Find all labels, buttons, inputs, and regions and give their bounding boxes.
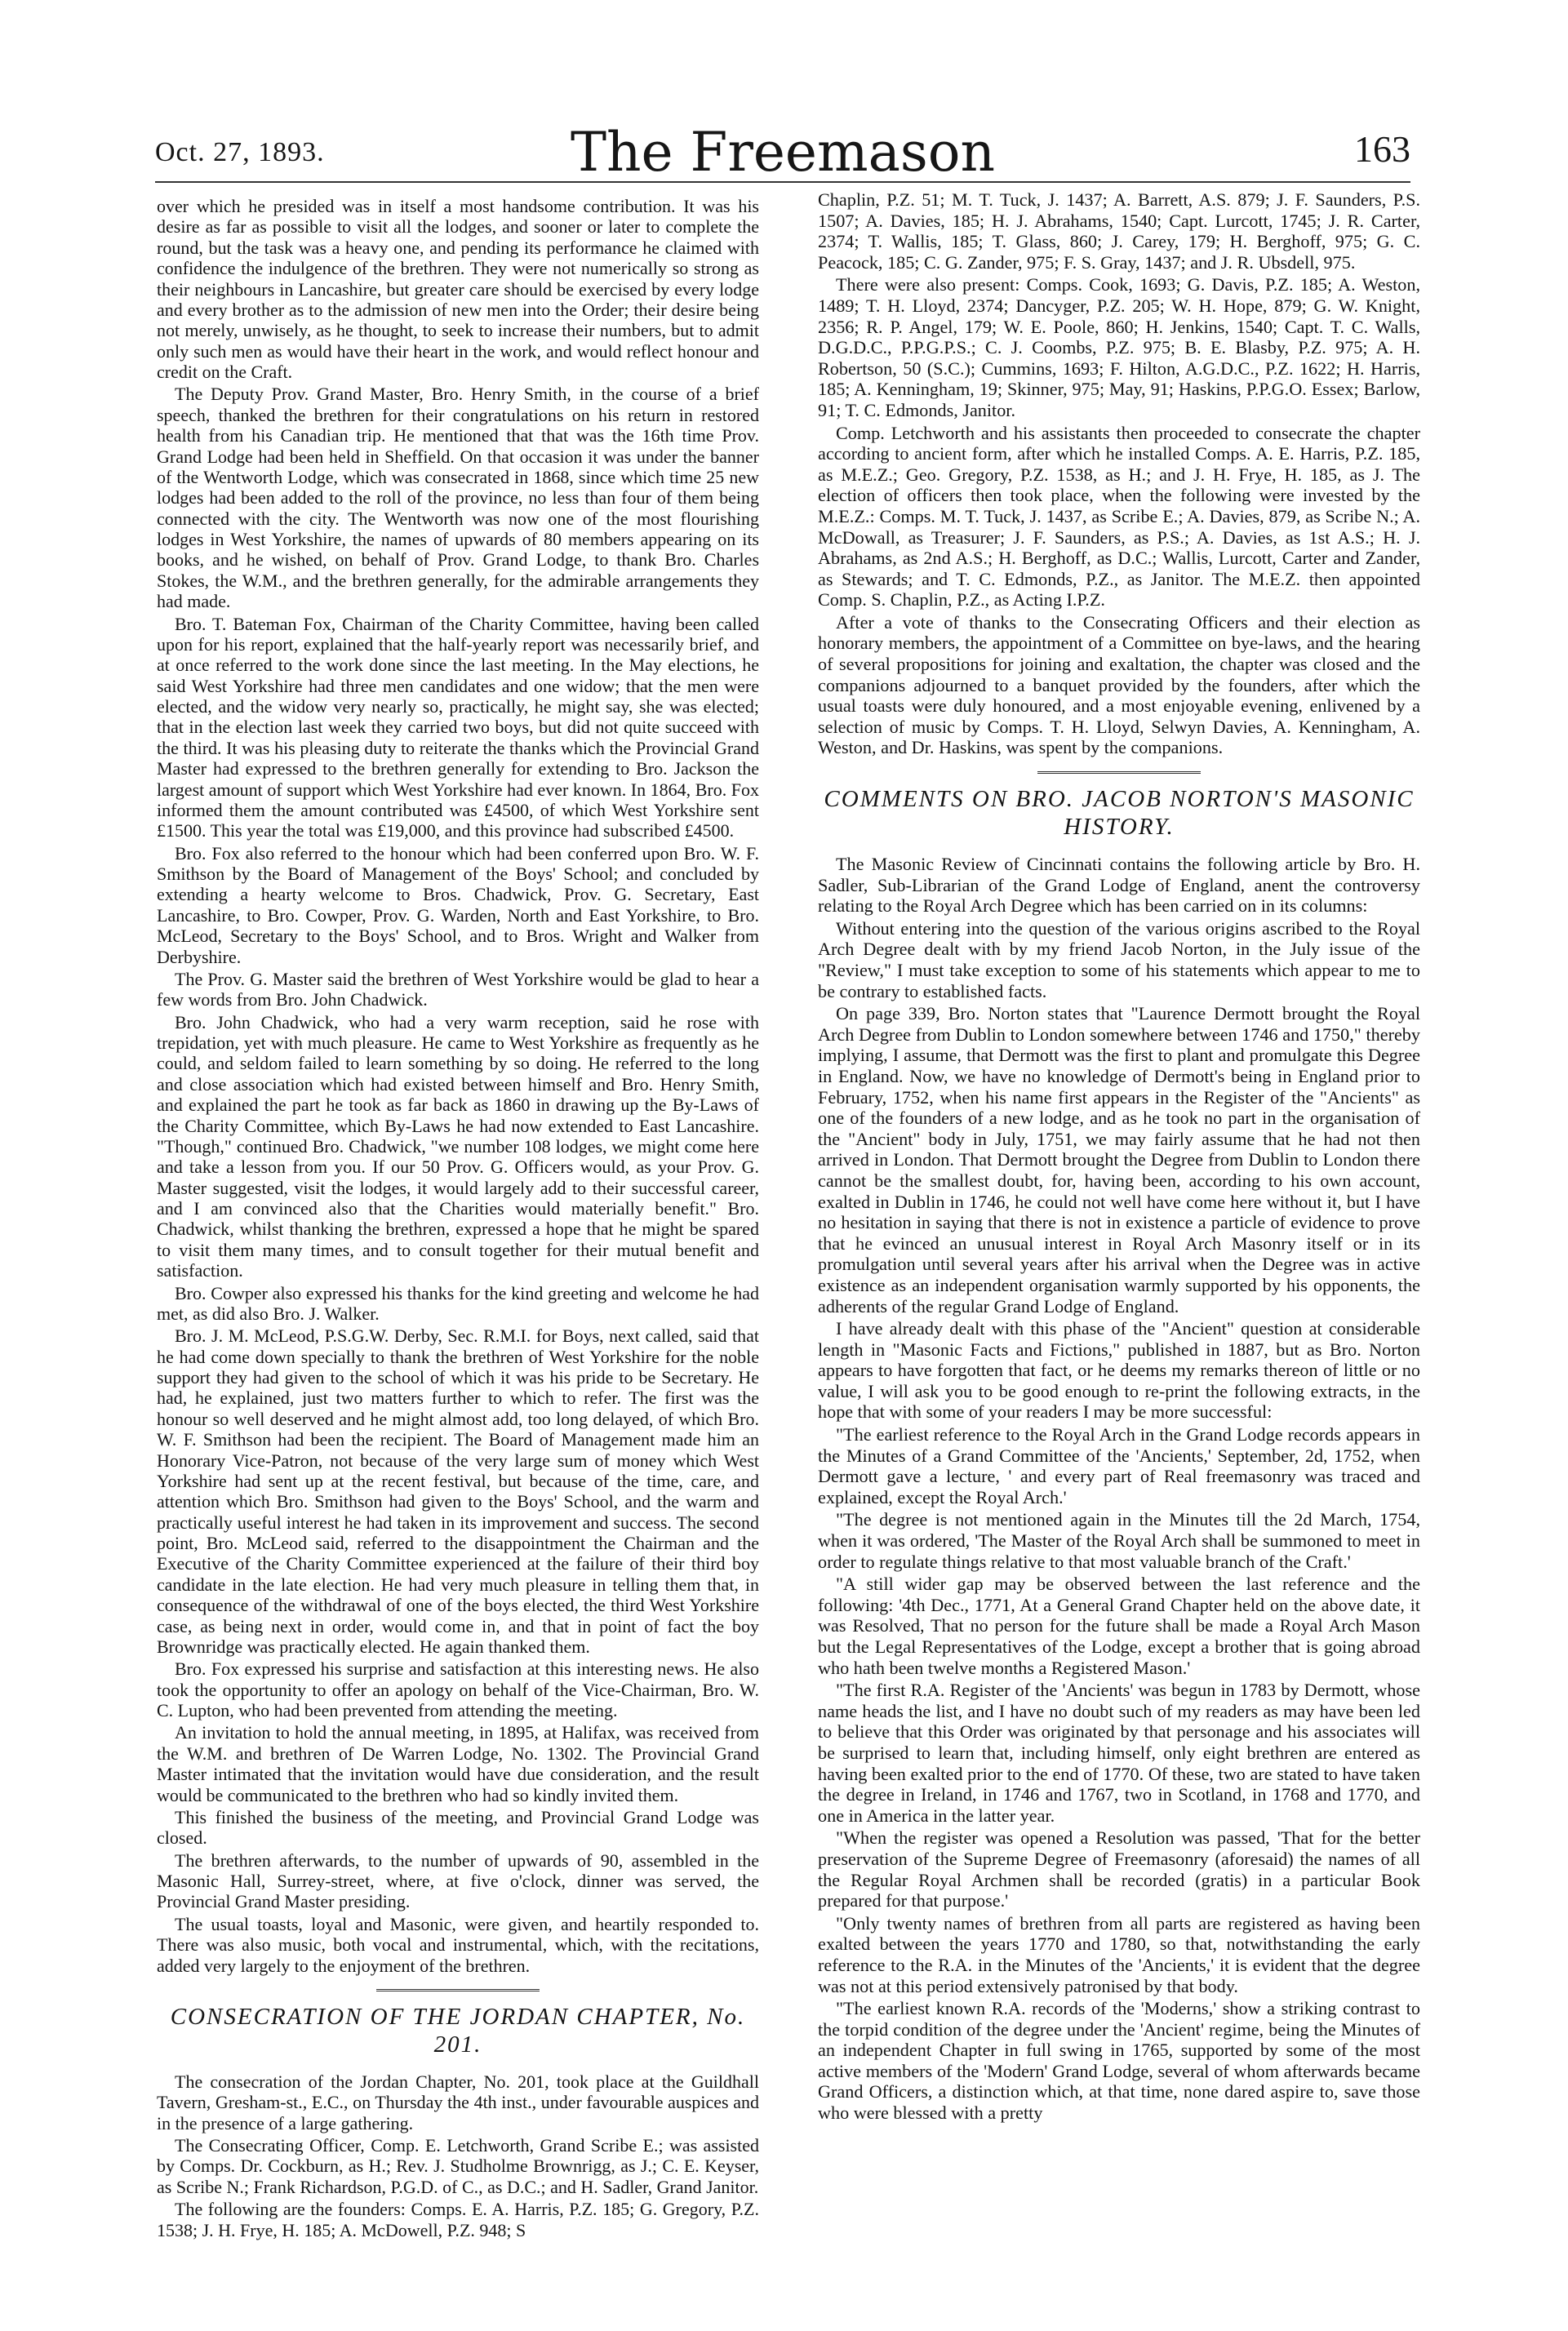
paragraph: Bro. T. Bateman Fox, Chairman of the Charity Committee, having been called upon for his report, explained that the half-yearly report was necessarily brief, and at once referred to the work done since the last meeting. In the May elections, he said West Yorkshire had three men candidates and one widow; that the men were elected, and the widow very nearly so, practically, he might say, she was elected; that in the election last week they carried two boys, but did not quite succeed with the third. It was his pleasing duty to reiterate the thanks which the Provincial Grand Master had expressed to the brethren generally for extending to Bro. Jackson the largest amount of support which West Yorkshire had ever known. In 1864, Bro. Fox informed them the amount contributed was £4500, of which West Yorkshire sent £1500. This year the total was £19,000, and this province had subscribed £4500. <box>157 613 759 841</box>
paragraph: Bro. John Chadwick, who had a very warm reception, said he rose with trepidation, yet with much pleasure. He came to West Yorkshire as frequently as he could, and seldom failed to learn something by so doing. He referred to the long and close association which had existed between himself and Bro. Henry Smith, and explained the part he took as far back as 1860 in drawing up the By-Laws of the Charity Committee, which By-Laws he had now extended to East Lancashire. "Though," continued Bro. Chadwick, "we number 108 lodges, we might come here and take a lesson from you. If our 50 Prov. G. Officers would, as your Prov. G. Master suggested, visit the lodges, it would largely add to their successful career, and I am convinced also that the Charities would materially benefit." Bro. Chadwick, whilst thanking the brethren, expressed a hope that he might be spared to visit them many times, and to consult together for their mutual benefit and satisfaction. <box>157 1011 759 1281</box>
paragraph: Chaplin, P.Z. 51; M. T. Tuck, J. 1437; A. Barrett, A.S. 879; J. F. Saunders, P.S. 1507; A. Davies, 185; H. J. Abrahams, 1540; Capt. Lurcott, 1745; J. R. Carter, 2374; T. Wallis, 185; T. Glass, 860; J. Carey, 179; H. Berghoff, 975; G. C. Peacock, 185; C. G. Zander, 975; F. S. Gray, 1437; and J. R. Ubsdell, 975. <box>818 189 1420 273</box>
quoted-paragraph: "When the register was opened a Resolution was passed, 'That for the better preservation of the Supreme Degree of Freemasonry (aforesaid) the names of all the Regular Royal Archmen shall be recorded (gratis) in a particular Book prepared for that purpose.' <box>818 1827 1420 1911</box>
paragraph: The usual toasts, loyal and Masonic, were given, and heartily responded to. There was also music, both vocal and instrumental, which, with the recitations, added very largely to the enjoyment of the brethren. <box>157 1913 759 1976</box>
paragraph: Comp. Letchworth and his assistants then proceeded to consecrate the chapter according to ancient form, after which he installed Comps. A. E. Harris, P.Z. 185, as M.E.Z.; Geo. Gregory, P.Z. 1538, as H.; and J. H. Frye, H. 185, as J. The election of officers then took place, when the following were invested by the M.E.Z.: Comps. M. T. Tuck, J. 1437, as Scribe E.; A. Davies, 879, as Scribe N.; A. McDowall, as Treasurer; J. F. Saunders, as P.S.; A. Davies, as 1st A.S.; H. J. Abrahams, as 2nd A.S.; H. Berghoff, as D.C.; Wallis, Lurcott, Carter and Zander, as Stewards; and T. C. Edmonds, P.Z., as Janitor. The M.E.Z. then appointed Comp. S. Chaplin, P.Z., as Acting I.P.Z. <box>818 422 1420 610</box>
paragraph: The following are the founders: Comps. E. A. Harris, P.Z. 185; G. Gregory, P.Z. 1538; J. H. Frye, H. 185; A. McDowell, P.Z. 948; S <box>157 2199 759 2240</box>
paragraph: The Masonic Review of Cincinnati contains the following article by Bro. H. Sadler, Sub-Librarian of the Grand Lodge of England, anent the controversy relating to the Royal Arch Degree which has been carried on in its columns: <box>818 854 1420 917</box>
paragraph: Bro. Cowper also expressed his thanks for the kind greeting and welcome he had met, as did also Bro. J. Walker. <box>157 1282 759 1324</box>
paragraph: The Deputy Prov. Grand Master, Bro. Henry Smith, in the course of a brief speech, thanked the brethren for their congratulations on his return in restored health from his Canadian trip. He mentioned that that was the 16th time Prov. Grand Lodge had been held in Sheffield. On that occasion it was under the banner of the Wentworth Lodge, which was consecrated in 1868, since which time 25 new lodges had been added to the roll of the province, no less than four of them being connected with the city. The Wentworth was now one of the most flourishing lodges in West Yorkshire, the names of upwards of 80 members appearing on its books, and he wished, on behalf of Prov. Grand Lodge, to thank Bro. Charles Stokes, the W.M., and the brethren generally, for the admirable arrangements they had made. <box>157 384 759 612</box>
paragraph: The consecration of the Jordan Chapter, No. 201, took place at the Guildhall Tavern, Gresham-st., E.C., on Thursday the 4th inst., under favourable auspices and in the presence of a large gathering. <box>157 2071 759 2133</box>
paragraph: There were also present: Comps. Cook, 1693; G. Davis, P.Z. 185; A. Weston, 1489; T. H. Lloyd, 2374; Dancyger, P.Z. 205; W. H. Hope, 879; G. W. Knight, 2356; R. P. Angel, 179; W. E. Poole, 860; H. Jenkins, 1540; Capt. T. C. Walls, D.G.D.C., P.P.G.P.S.; C. J. Coombs, P.Z. 975; B. E. Blasby, P.Z. 975; A. H. Robertson, 50 (S.C.); Cummins, 1693; F. Hilton, A.G.D.C., P.Z. 1622; H. Harris, 185; A. Kenningham, 19; Skinner, 975; May, 91; Haskins, P.P.G.O. Essex; Barlow, 91; T. C. Edmonds, Janitor. <box>818 274 1420 420</box>
quoted-paragraph: "Only twenty names of brethren from all parts are registered as having been exalted between the years 1770 and 1780, so that, notwithstanding the early reference to the R.A. in the Minutes of the 'Ancients,' it is evident that the degree was not at this period extensively patronised by that body. <box>818 1912 1420 1996</box>
section-divider <box>376 1989 540 1991</box>
paragraph: On page 339, Bro. Norton states that "Laurence Dermott brought the Royal Arch Degree from Dublin to London somewhere between 1746 and 1750," thereby implying, I assume, that Dermott was the first to plant and promulgate this Degree in England. Now, we have no knowledge of Dermott's being in England prior to February, 1752, when his name first appears in the Register of the "Ancients" as one of the founders of a new lodge, and as he took no part in the organisation of the "Ancient" body in July, 1751, we may fairly assume that he had not then arrived in London. That Dermott brought the Degree from Dublin to London there cannot be the smallest doubt, for, having been, according to his own account, exalted in Dublin in 1746, he could not well have come here without it, but I have no hesitation in saying that there is not in existence a particle of evidence to prove that he evinced an unusual interest in Royal Arch Masonry itself or in its promulgation until several years after his arrival when the Degree was in active existence as an independent organisation warmly supported by his opponents, the adherents of the regular Grand Lodge of England. <box>818 1003 1420 1316</box>
quoted-paragraph: "The earliest known R.A. records of the 'Moderns,' show a striking contrast to the torpid condition of the degree under the 'Ancient' regime, being the Minutes of an independent Chapter in full swing in 1765, supported by some of the most active members of the 'Modern' Grand Lodge, several of whom afterwards became Grand Officers, a distinction which, at that time, none dared aspire to, save those who were blessed with a pretty <box>818 1998 1420 2124</box>
header-rule <box>155 181 1410 183</box>
page-header <box>155 121 1410 186</box>
paragraph: Bro. Fox also referred to the honour which had been conferred upon Bro. W. F. Smithson by the Board of Management of the Boys' School; and concluded by extending a hearty welcome to Bros. Chadwick, Prov. G. Secretary, East Lancashire, to Bro. Cowper, Prov. G. Warden, North and East Yorkshire, to Bro. McLeod, Secretary to the Boys' School, and to Bros. Wright and Walker from Derbyshire. <box>157 842 759 967</box>
quoted-paragraph: "The degree is not mentioned again in the Minutes till the 2d March, 1754, when it was ordered, 'The Master of the Royal Arch shall be summoned to meet in order to regulate things relative to that most valuable branch of the Craft.' <box>818 1509 1420 1572</box>
section-heading-norton-history <box>818 785 1420 841</box>
paragraph: I have already dealt with this phase of the "Ancient" question at considerable length in "Masonic Facts and Fictions," published in 1887, but as Bro. Norton appears to have forgotten that fact, or he deems my remarks thereon of little or no value, I will ask you to be good enough to re-print the following extracts, in the hope that with some of your readers I may be more successful: <box>818 1318 1420 1423</box>
paragraph: The brethren afterwards, to the number of upwards of 90, assembled in the Masonic Hall, Surrey-street, where, at five o'clock, dinner was served, the Provincial Grand Master presiding. <box>157 1849 759 1912</box>
paragraph: The Prov. G. Master said the brethren of West Yorkshire would be glad to hear a few words from Bro. John Chadwick. <box>157 968 759 1010</box>
masthead-title: The Freemason <box>570 121 996 184</box>
paragraph: The Consecrating Officer, Comp. E. Letchworth, Grand Scribe E.; was assisted by Comps. Dr. Cockburn, as H.; Rev. J. Studholme Brownrigg, as J.; C. E. Keyser, as Scribe N.; Frank Richardson, P.G.D. of C., as D.C.; and H. Sadler, Grand Janitor. <box>157 2135 759 2197</box>
quoted-paragraph: "A still wider gap may be observed between the last reference and the following: '4th Dec., 1771, At a General Grand Chapter held on the above date, it was Resolved, That no person for the future shall be made a Royal Arch Mason but the Legal Representatives of the Lodge, except a brother that is going abroad who hath been twelve months a Registered Mason.' <box>818 1574 1420 1678</box>
paragraph: Bro. Fox expressed his surprise and satisfaction at this interesting news. He also took the opportunity to offer an apology on behalf of the Vice-Chairman, Bro. W. C. Lupton, who had been prevented from attending the meeting. <box>157 1658 759 1720</box>
issue-date: Oct. 27, 1893. <box>155 137 325 167</box>
left-column <box>157 196 759 2242</box>
paragraph: Without entering into the question of the various origins ascribed to the Royal Arch Degree dealt with by my friend Jacob Norton, in the July issue of the "Review," I must take exception to some of his statements which appear to me to be contrary to established facts. <box>818 917 1420 1001</box>
quoted-paragraph: "The first R.A. Register of the 'Ancients' was begun in 1783 by Dermott, whose name heads the list, and I have no doubt such of my readers as may have been led to believe that this Order was originated by that personage and his associates will be surprised to learn that, including himself, only eight brethren are entered as having been exalted prior to the end of 1770. Of these, two are stated to have taken the degree in Ireland, in 1746 and 1767, two in Scotland, in 1768 and 1770, and one in America in the latter year. <box>818 1680 1420 1826</box>
paragraph: over which he presided was in itself a most handsome contribution. It was his desire as far as possible to visit all the lodges, and sooner or later to complete the round, but the task was a heavy one, and pending its performance he claimed with confidence the indulgence of the brethren. They were not numerically so strong as their neighbours in Lancashire, but greater care should be exercised by every lodge and every brother as to the admission of new men into the Order; their desire being not merely, unwisely, as he thought, to seek to increase their numbers, but to admit only such men as would have their heart in the work, and would reflect honour and credit on the Craft. <box>157 196 759 382</box>
quoted-paragraph: "The earliest reference to the Royal Arch in the Grand Lodge records appears in the Minutes of a Grand Committee of the 'Ancients,' September, 2d, 1752, when Dermott gave a lecture, ' and every part of Real freemasonry was traced and explained, except the Royal Arch.' <box>818 1424 1420 1507</box>
paragraph: Bro. J. M. McLeod, P.S.G.W. Derby, Sec. R.M.I. for Boys, next called, said that he had come down specially to thank the brethren of West Yorkshire for the noble support they had given to the school of which it was his pride to be Secretary. He had, he explained, just two matters further to which to refer. The first was the honour so well deserved and he might almost add, too long delayed, of which Bro. W. F. Smithson had been the recipient. The Board of Management made him an Honorary Vice-Patron, not because of the very large sum of money which West Yorkshire had sent up at the recent festival, but because of the time, care, and attention which Bro. Smithson had given to the Boys' School, and the warm and practically useful interest he had taken in its improvement and success. The second point, Bro. McLeod said, referred to the disappointment the Chairman and the Executive of the Charity Committee experienced at the failure of their third boy candidate in the late election. He had very much pleasure in telling them that, in consequence of the withdrawal of one of the boys elected, the third West Yorkshire case, as being next in order, would come in, and that in point of fact the boy Brownridge was practically elected. He again thanked them. <box>157 1325 759 1657</box>
paragraph: This finished the business of the meeting, and Provincial Grand Lodge was closed. <box>157 1806 759 1849</box>
paragraph: After a vote of thanks to the Consecrating Officers and their election as honorary members, the appointment of a Committee on bye-laws, and the hearing of several propositions for joining and exaltation, the chapter was closed and the companions adjourned to a banquet provided by the founders, after which the usual toasts were duly honoured, and a most enjoyable evening, enlivened by a selection of music by Comps. T. H. Lloyd, Selwyn Davies, A. Kenningham, A. Weston, and Dr. Haskins, was spent by the companions. <box>818 611 1420 758</box>
section-heading-jordan-chapter: CONSECRATION OF THE JORDAN CHAPTER, No. 201. <box>170 2003 746 2058</box>
right-column <box>818 189 1420 2125</box>
section-heading-line: HISTORY. <box>1064 814 1175 841</box>
section-divider <box>1037 771 1201 774</box>
section-heading-line: COMMENTS ON BRO. JACOB NORTON'S MASONIC <box>824 786 1415 813</box>
page-number: 163 <box>1354 128 1410 170</box>
paragraph: An invitation to hold the annual meeting, in 1895, at Halifax, was received from the W.M. and brethren of De Warren Lodge, No. 1302. The Provincial Grand Master intimated that the invitation would have due consideration, and the result would be communicated to the brethren who had so kindly invited them. <box>157 1722 759 1805</box>
